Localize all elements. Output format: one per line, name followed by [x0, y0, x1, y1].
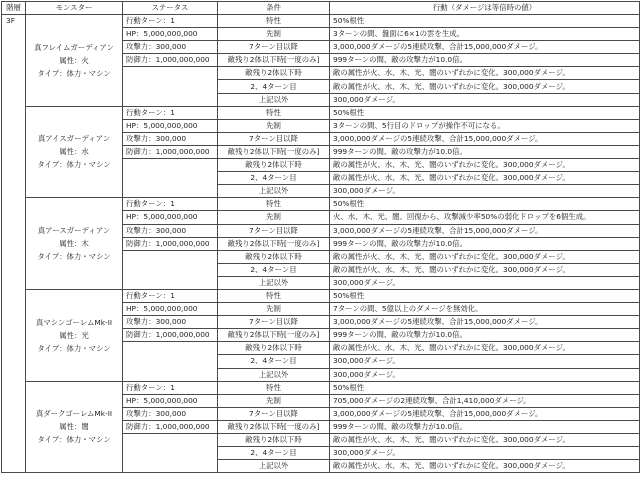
- action-cell: 705,000ダメージの2連続攻撃、合計1,410,000ダメージ。: [330, 394, 640, 407]
- monster-cell: [26, 15, 123, 107]
- action-cell: 火、水、木、光、闇、回復から、攻撃減少率50%の弱化ドロップを6個生成。: [330, 211, 640, 224]
- condition-cell: 2、4ターン目: [218, 355, 330, 368]
- monster-name: 真ダークゴーレムMk-II: [35, 409, 113, 419]
- action-cell: 300,000ダメージ。: [330, 276, 640, 289]
- action-cell: 3,000,000ダメージの5連続攻撃、合計15,000,000ダメージ。: [330, 316, 640, 329]
- action-cell: 3,000,000ダメージの5連続攻撃、合計15,000,000ダメージ。: [330, 407, 640, 420]
- condition-cell: 敵残り2体以下時[一度のみ]: [218, 54, 330, 67]
- condition-cell: 上記以外: [218, 276, 330, 289]
- monster-cell: [26, 198, 123, 290]
- status-cell: 行動ターン：1: [123, 381, 218, 394]
- condition-cell: 2、4ターン目: [218, 447, 330, 460]
- action-cell: 敵の属性が火、水、木、光、闇のいずれかに変化。300,000ダメージ。: [330, 172, 640, 185]
- status-cell: HP：5,000,000,000: [123, 28, 218, 41]
- action-cell: 敵の属性が火、水、木、光、闇のいずれかに変化。300,000ダメージ。: [330, 159, 640, 172]
- monster-attribute: 属性：水: [59, 147, 89, 157]
- action-cell: 敵の属性が火、水、木、光、闇のいずれかに変化。300,000ダメージ。: [330, 250, 640, 263]
- condition-cell: 上記以外: [218, 460, 330, 473]
- header-floor: 階層: [2, 2, 26, 15]
- action-cell: 50%根性: [330, 289, 640, 302]
- action-cell: 3ターンの間、5行目のドロップが操作不可になる。: [330, 119, 640, 132]
- condition-cell: 敵残り2体以下時: [218, 67, 330, 80]
- status-cell: 防御力：1,000,000,000: [123, 54, 218, 67]
- condition-cell: 敵残り2体以下時: [218, 434, 330, 447]
- condition-cell: 先制: [218, 303, 330, 316]
- condition-cell: 敵残り2体以下時[一度のみ]: [218, 145, 330, 158]
- action-cell: 50%根性: [330, 15, 640, 28]
- monster-name: 真アイスガーディアン: [37, 134, 111, 144]
- action-cell: 敵の属性が火、水、木、光、闇のいずれかに変化。300,000ダメージ。: [330, 263, 640, 276]
- status-cell: 防御力：1,000,000,000: [123, 145, 218, 158]
- condition-cell: 先制: [218, 28, 330, 41]
- floor-cell: 3F: [2, 15, 26, 473]
- monster-type: タイプ：体力・マシン: [37, 160, 111, 170]
- action-cell: 3ターンの間、盤面に6×1の雲を生成。: [330, 28, 640, 41]
- monster-type: タイプ：体力・マシン: [37, 68, 111, 78]
- status-cell: 防御力：1,000,000,000: [123, 237, 218, 250]
- condition-cell: 敵残り2体以下時: [218, 342, 330, 355]
- status-cell: HP：5,000,000,000: [123, 119, 218, 132]
- action-cell: 3,000,000ダメージの5連続攻撃、合計15,000,000ダメージ。: [330, 224, 640, 237]
- condition-cell: 特性: [218, 198, 330, 211]
- header-action: 行動（ダメージは等倍時の値）: [330, 2, 640, 15]
- condition-cell: 特性: [218, 381, 330, 394]
- condition-cell: 特性: [218, 15, 330, 28]
- monster-cell: [26, 381, 123, 473]
- action-cell: 999ターンの間、敵の攻撃力が10.0倍。: [330, 237, 640, 250]
- condition-cell: 2、4ターン目: [218, 172, 330, 185]
- table-row: [2, 15, 640, 28]
- action-cell: 300,000ダメージ。: [330, 93, 640, 106]
- header-condition: 条件: [218, 2, 330, 15]
- status-cell: 行動ターン：1: [123, 106, 218, 119]
- status-empty-cell: [123, 342, 218, 381]
- condition-cell: 敵残り2体以下時: [218, 250, 330, 263]
- table-row: [2, 106, 640, 119]
- monster-cell: [26, 106, 123, 198]
- condition-cell: 特性: [218, 106, 330, 119]
- status-empty-cell: [123, 67, 218, 106]
- condition-cell: 2、4ターン目: [218, 263, 330, 276]
- condition-cell: 敵残り2体以下時[一度のみ]: [218, 329, 330, 342]
- condition-cell: 敵残り2体以下時: [218, 159, 330, 172]
- condition-cell: 先制: [218, 211, 330, 224]
- monster-name: 真アースガーディアン: [37, 226, 111, 236]
- condition-cell: 7ターン目以降: [218, 407, 330, 420]
- action-cell: 敵の属性が火、水、木、光、闇のいずれかに変化。300,000ダメージ。: [330, 434, 640, 447]
- header-row: [2, 2, 640, 15]
- table-row: [2, 198, 640, 211]
- header-monster: モンスター: [26, 2, 123, 15]
- monster-attribute: 属性：木: [59, 239, 89, 249]
- enemy-table: [1, 1, 640, 473]
- monster-cell: [26, 289, 123, 381]
- monster-attribute: 属性：光: [59, 330, 89, 340]
- monster-type: タイプ：体力・マシン: [37, 343, 111, 353]
- condition-cell: 7ターン目以降: [218, 224, 330, 237]
- action-cell: 3,000,000ダメージの5連続攻撃、合計15,000,000ダメージ。: [330, 41, 640, 54]
- status-cell: 攻撃力：300,000: [123, 224, 218, 237]
- condition-cell: 特性: [218, 289, 330, 302]
- table-row: [2, 381, 640, 394]
- condition-cell: 上記以外: [218, 185, 330, 198]
- condition-cell: 7ターン目以降: [218, 132, 330, 145]
- condition-cell: 2、4ターン目: [218, 80, 330, 93]
- action-cell: 敵の属性が火、水、木、光、闇のいずれかに変化。300,000ダメージ。: [330, 80, 640, 93]
- status-cell: 攻撃力：300,000: [123, 407, 218, 420]
- condition-cell: 敵残り2体以下時[一度のみ]: [218, 420, 330, 433]
- action-cell: 999ターンの間、敵の攻撃力が10.0倍。: [330, 145, 640, 158]
- monster-name: 真フレイムガーディアン: [34, 42, 114, 52]
- action-cell: 999ターンの間、敵の攻撃力が10.0倍。: [330, 420, 640, 433]
- status-empty-cell: [123, 250, 218, 289]
- table-body: [2, 15, 640, 473]
- action-cell: 300,000ダメージ。: [330, 355, 640, 368]
- action-cell: 50%根性: [330, 198, 640, 211]
- monster-attribute: 属性：闇: [59, 422, 89, 432]
- action-cell: 300,000ダメージ。: [330, 447, 640, 460]
- status-cell: 防御力：1,000,000,000: [123, 420, 218, 433]
- condition-cell: 7ターン目以降: [218, 41, 330, 54]
- status-cell: 行動ターン：1: [123, 15, 218, 28]
- status-cell: 防御力：1,000,000,000: [123, 329, 218, 342]
- monster-type: タイプ：体力・マシン: [37, 252, 111, 262]
- status-cell: 攻撃力：300,000: [123, 132, 218, 145]
- status-cell: 行動ターン：1: [123, 289, 218, 302]
- action-cell: 999ターンの間、敵の攻撃力が10.0倍。: [330, 329, 640, 342]
- status-cell: 攻撃力：300,000: [123, 41, 218, 54]
- status-empty-cell: [123, 434, 218, 473]
- condition-cell: 上記以外: [218, 368, 330, 381]
- status-cell: 行動ターン：1: [123, 198, 218, 211]
- status-cell: HP：5,000,000,000: [123, 211, 218, 224]
- action-cell: 50%根性: [330, 381, 640, 394]
- condition-cell: 上記以外: [218, 93, 330, 106]
- action-cell: 7ターンの間、5億以上のダメージを無効化。: [330, 303, 640, 316]
- action-cell: 50%根性: [330, 106, 640, 119]
- monster-type: タイプ：体力・マシン: [37, 435, 111, 445]
- condition-cell: 先制: [218, 119, 330, 132]
- header-status: ステータス: [123, 2, 218, 15]
- status-cell: HP：5,000,000,000: [123, 303, 218, 316]
- condition-cell: 敵残り2体以下時[一度のみ]: [218, 237, 330, 250]
- condition-cell: 7ターン目以降: [218, 316, 330, 329]
- condition-cell: 先制: [218, 394, 330, 407]
- status-cell: HP：5,000,000,000: [123, 394, 218, 407]
- action-cell: 敵の属性が火、水、木、光、闇のいずれかに変化。300,000ダメージ。: [330, 67, 640, 80]
- action-cell: 敵の属性が火、水、木、光、闇のいずれかに変化。300,000ダメージ。: [330, 460, 640, 473]
- action-cell: 999ターンの間、敵の攻撃力が10.0倍。: [330, 54, 640, 67]
- table-row: [2, 289, 640, 302]
- action-cell: 300,000ダメージ。: [330, 185, 640, 198]
- monster-attribute: 属性：火: [59, 55, 89, 65]
- action-cell: 3,000,000ダメージの5連続攻撃、合計15,000,000ダメージ。: [330, 132, 640, 145]
- monster-name: 真マシンゴーレムMk-II: [35, 317, 113, 327]
- action-cell: 敵の属性が火、水、木、光、闇のいずれかに変化。300,000ダメージ。: [330, 342, 640, 355]
- status-cell: 攻撃力：300,000: [123, 316, 218, 329]
- action-cell: 300,000ダメージ。: [330, 368, 640, 381]
- status-empty-cell: [123, 159, 218, 198]
